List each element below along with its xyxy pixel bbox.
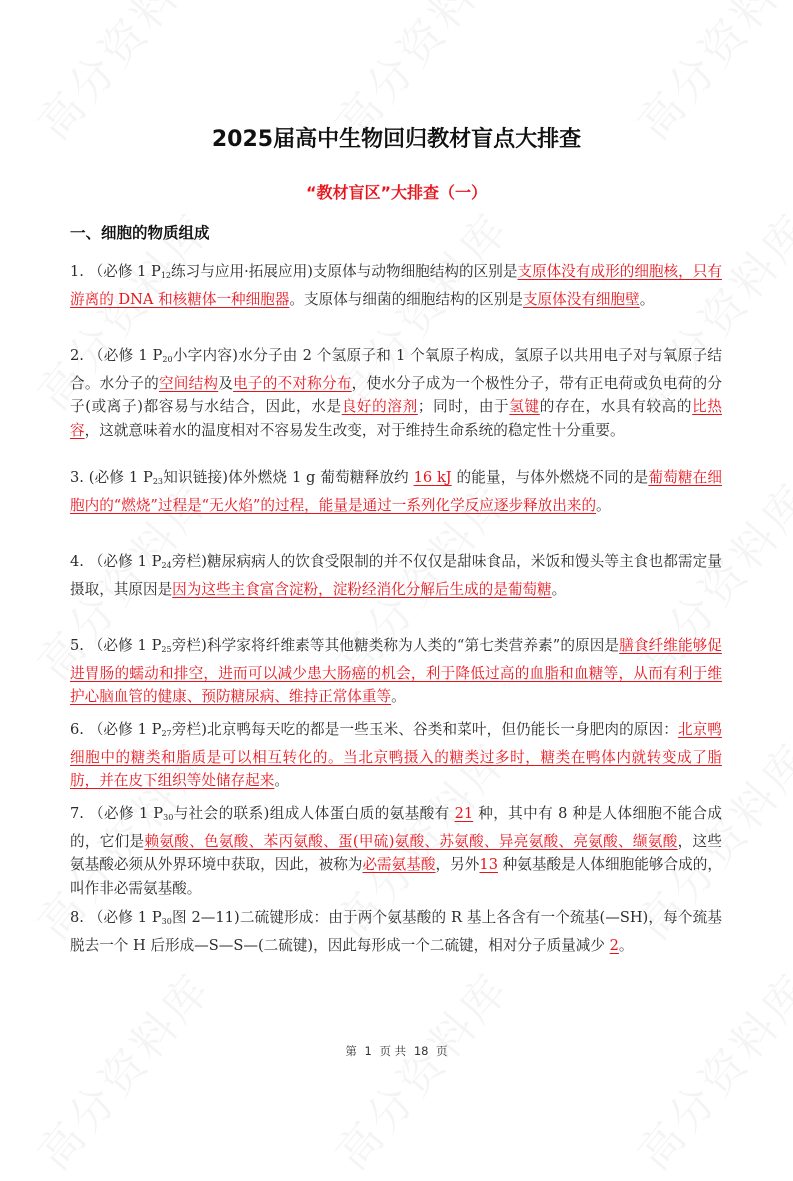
- question-text: 。: [391, 688, 406, 705]
- item-number: 6.: [70, 721, 89, 738]
- question-text: ，另外: [435, 856, 480, 873]
- answer-text: 良好的溶剂: [341, 398, 418, 415]
- textbook-reference: （必修 1 P: [88, 909, 162, 926]
- reference-section: 与社会的联系): [173, 805, 270, 822]
- question-text: 种，其中有 8 种是人体细胞不能合成的，它们是: [70, 805, 722, 850]
- watermark: [318, 956, 521, 1181]
- item-number: 7.: [70, 805, 89, 822]
- footer-middle: 页 共: [379, 1044, 407, 1058]
- question-item: [70, 802, 722, 900]
- reference-section: 旁栏): [171, 637, 207, 654]
- answer-text: 因为这些主食富含淀粉，淀粉经消化分解后生成的是葡萄糖: [172, 580, 552, 598]
- question-text: 北京鸭每天吃的都是一些玉米、谷类和菜叶，但仍能长一身肥肉的原因：: [206, 721, 678, 738]
- page-subscript: 25: [161, 645, 172, 654]
- answer-text: 支原体没有细胞壁: [522, 290, 640, 308]
- item-number: 1.: [70, 263, 89, 280]
- question-text: 。支原体与细菌的细胞结构的区别是: [289, 290, 523, 308]
- page-subscript: 30: [161, 917, 172, 926]
- answer-text: 比热容: [70, 398, 722, 439]
- question-text: 科学家将纤维素等其他糖类称为人类的“第七类营养素”的原因是: [206, 637, 620, 654]
- reference-section: 图 2—11): [171, 909, 240, 926]
- question-text: 支原体与动物细胞结构的区别是: [312, 263, 518, 280]
- textbook-reference: （必修 1 P: [88, 805, 164, 822]
- answer-text: 北京鸭细胞中的糖类和脂质是可以相互转化的。当北京鸭摄入的糖类过多时，糖类在鸭体内就转变成了脂肪，并在皮下组织等处储存起来: [70, 721, 722, 789]
- page-subtitle: “教材盲区”大排查（一）: [305, 183, 488, 202]
- textbook-reference: （必修 1 P: [88, 721, 162, 738]
- answer-text: 支原体没有成形的细胞核，只有游离的 DNA 和核糖体一种细胞器: [70, 263, 722, 308]
- item-number: 5.: [70, 637, 89, 654]
- item-number: 4.: [70, 553, 89, 570]
- question-text: 水分子由 2 个氢原子和 1 个氧原子构成，氢原子以共用电子对与氧原子结合。水分子的: [70, 347, 722, 392]
- question-text: 。: [639, 290, 655, 308]
- question-item: [70, 550, 722, 601]
- watermark: [620, 956, 793, 1181]
- question-text: 。: [618, 936, 634, 954]
- reference-section: 旁栏): [171, 721, 207, 738]
- section-heading: 一、细胞的物质组成: [70, 224, 210, 242]
- question-text: ；同时，由于: [417, 398, 510, 415]
- page-title: 2025届高中生物回归教材盲点大排查: [211, 127, 582, 152]
- question-text: 组成人体蛋白质的氨基酸有: [269, 805, 455, 822]
- page-subscript: 12: [160, 271, 172, 280]
- page-footer: [0, 1043, 793, 1059]
- reference-section: 知识链接): [163, 469, 228, 486]
- question-item: [70, 634, 722, 709]
- answer-text: 必需氨基酸: [362, 856, 436, 873]
- footer-prefix: 第: [345, 1044, 357, 1058]
- question-text: 种氨基酸是人体细胞能够合成的，叫作非必需氨基酸。: [70, 856, 722, 897]
- answer-text: 膳食纤维能够促进胃肠的蠕动和排空，进而可以减少患大肠癌的机会，利于降低过高的血脂和血糖等，从而有利于维护心脑血管的健康、预防糖尿病、维持正常体重等: [70, 637, 722, 705]
- textbook-reference: （必修 1 P: [88, 263, 161, 280]
- item-number: 2.: [70, 347, 89, 364]
- total-pages-number: 18: [413, 1044, 429, 1058]
- watermark: [20, 956, 223, 1181]
- question-text: 的存在，水具有较高的: [539, 398, 693, 415]
- page-subscript: 23: [152, 477, 164, 486]
- question-text: 及: [218, 374, 234, 392]
- question-text: 二硫键形成：由于两个氨基酸的 R 基上各含有一个巯基(—SH)，每个巯基脱去一个 H 后形成—S—S—(二硫键)，因此每形成一个二硫键，相对分子质量减少: [70, 909, 722, 954]
- question-item: [70, 718, 722, 793]
- page-subscript: 24: [161, 561, 172, 570]
- question-text: 。: [596, 496, 611, 514]
- page-subscript: 30: [163, 813, 174, 822]
- reference-section: 小字内容): [172, 347, 238, 364]
- question-text: 。: [274, 772, 289, 789]
- answer-text: 21: [454, 805, 474, 822]
- textbook-reference: （必修 1 P: [88, 347, 163, 364]
- question-item: [70, 906, 722, 957]
- question-item: [70, 344, 722, 442]
- question-text: 糖尿病病人的饮食受限制的并不仅仅是甜味食品，米饭和馒头等主食也都需定量摄取，其原因是: [70, 553, 722, 598]
- question-text: 。: [551, 580, 567, 598]
- question-text: ，使水分子成为一个极性分子，带有正电荷或负电荷的分子(或离子)都容易与水结合，因此，水是: [70, 374, 722, 415]
- current-page-number: 1: [364, 1044, 372, 1058]
- question-text: ，这就意味着水的温度相对不容易发生改变，对于维持生命系统的稳定性十分重要。: [84, 421, 625, 439]
- item-number: 8.: [70, 909, 89, 926]
- page-subscript: 20: [162, 355, 173, 364]
- item-number: 3.: [70, 469, 89, 486]
- question-item: [70, 466, 722, 517]
- footer-suffix: 页: [436, 1044, 448, 1058]
- page-subscript: 27: [161, 729, 172, 738]
- question-text: 体外燃烧 1 g 葡萄糖释放约: [227, 469, 414, 486]
- answer-text: 氢键: [509, 398, 540, 415]
- answer-text: 葡萄糖在细胞内的“燃烧”过程是“无火焰”的过程，能量是通过一系列化学反应逐步释放出来的: [70, 469, 722, 514]
- question-text: ，这些氨基酸必须从外界环境中获取，因此，被称为: [70, 832, 722, 873]
- answer-text: 空间结构: [158, 374, 219, 392]
- answer-text: 2: [609, 936, 619, 954]
- reference-section: 旁栏): [171, 553, 207, 570]
- textbook-reference: （必修 1 P: [88, 553, 162, 570]
- textbook-reference: （必修 1 P: [88, 637, 162, 654]
- textbook-reference: (必修 1 P: [88, 469, 153, 486]
- answer-text: 13: [479, 856, 498, 873]
- answer-text: 电子的不对称分布: [233, 374, 352, 392]
- reference-section: 练习与应用·拓展应用): [171, 263, 313, 280]
- question-item: [70, 260, 722, 311]
- answer-text: 赖氨酸、色氨酸、苯丙氨酸、蛋(甲硫)氨酸、苏氨酸、异亮氨酸、亮氨酸、缬氨酸: [144, 832, 678, 850]
- question-text: 的能量，与体外燃烧不同的是: [451, 469, 649, 486]
- answer-text: 16 kJ: [413, 469, 452, 486]
